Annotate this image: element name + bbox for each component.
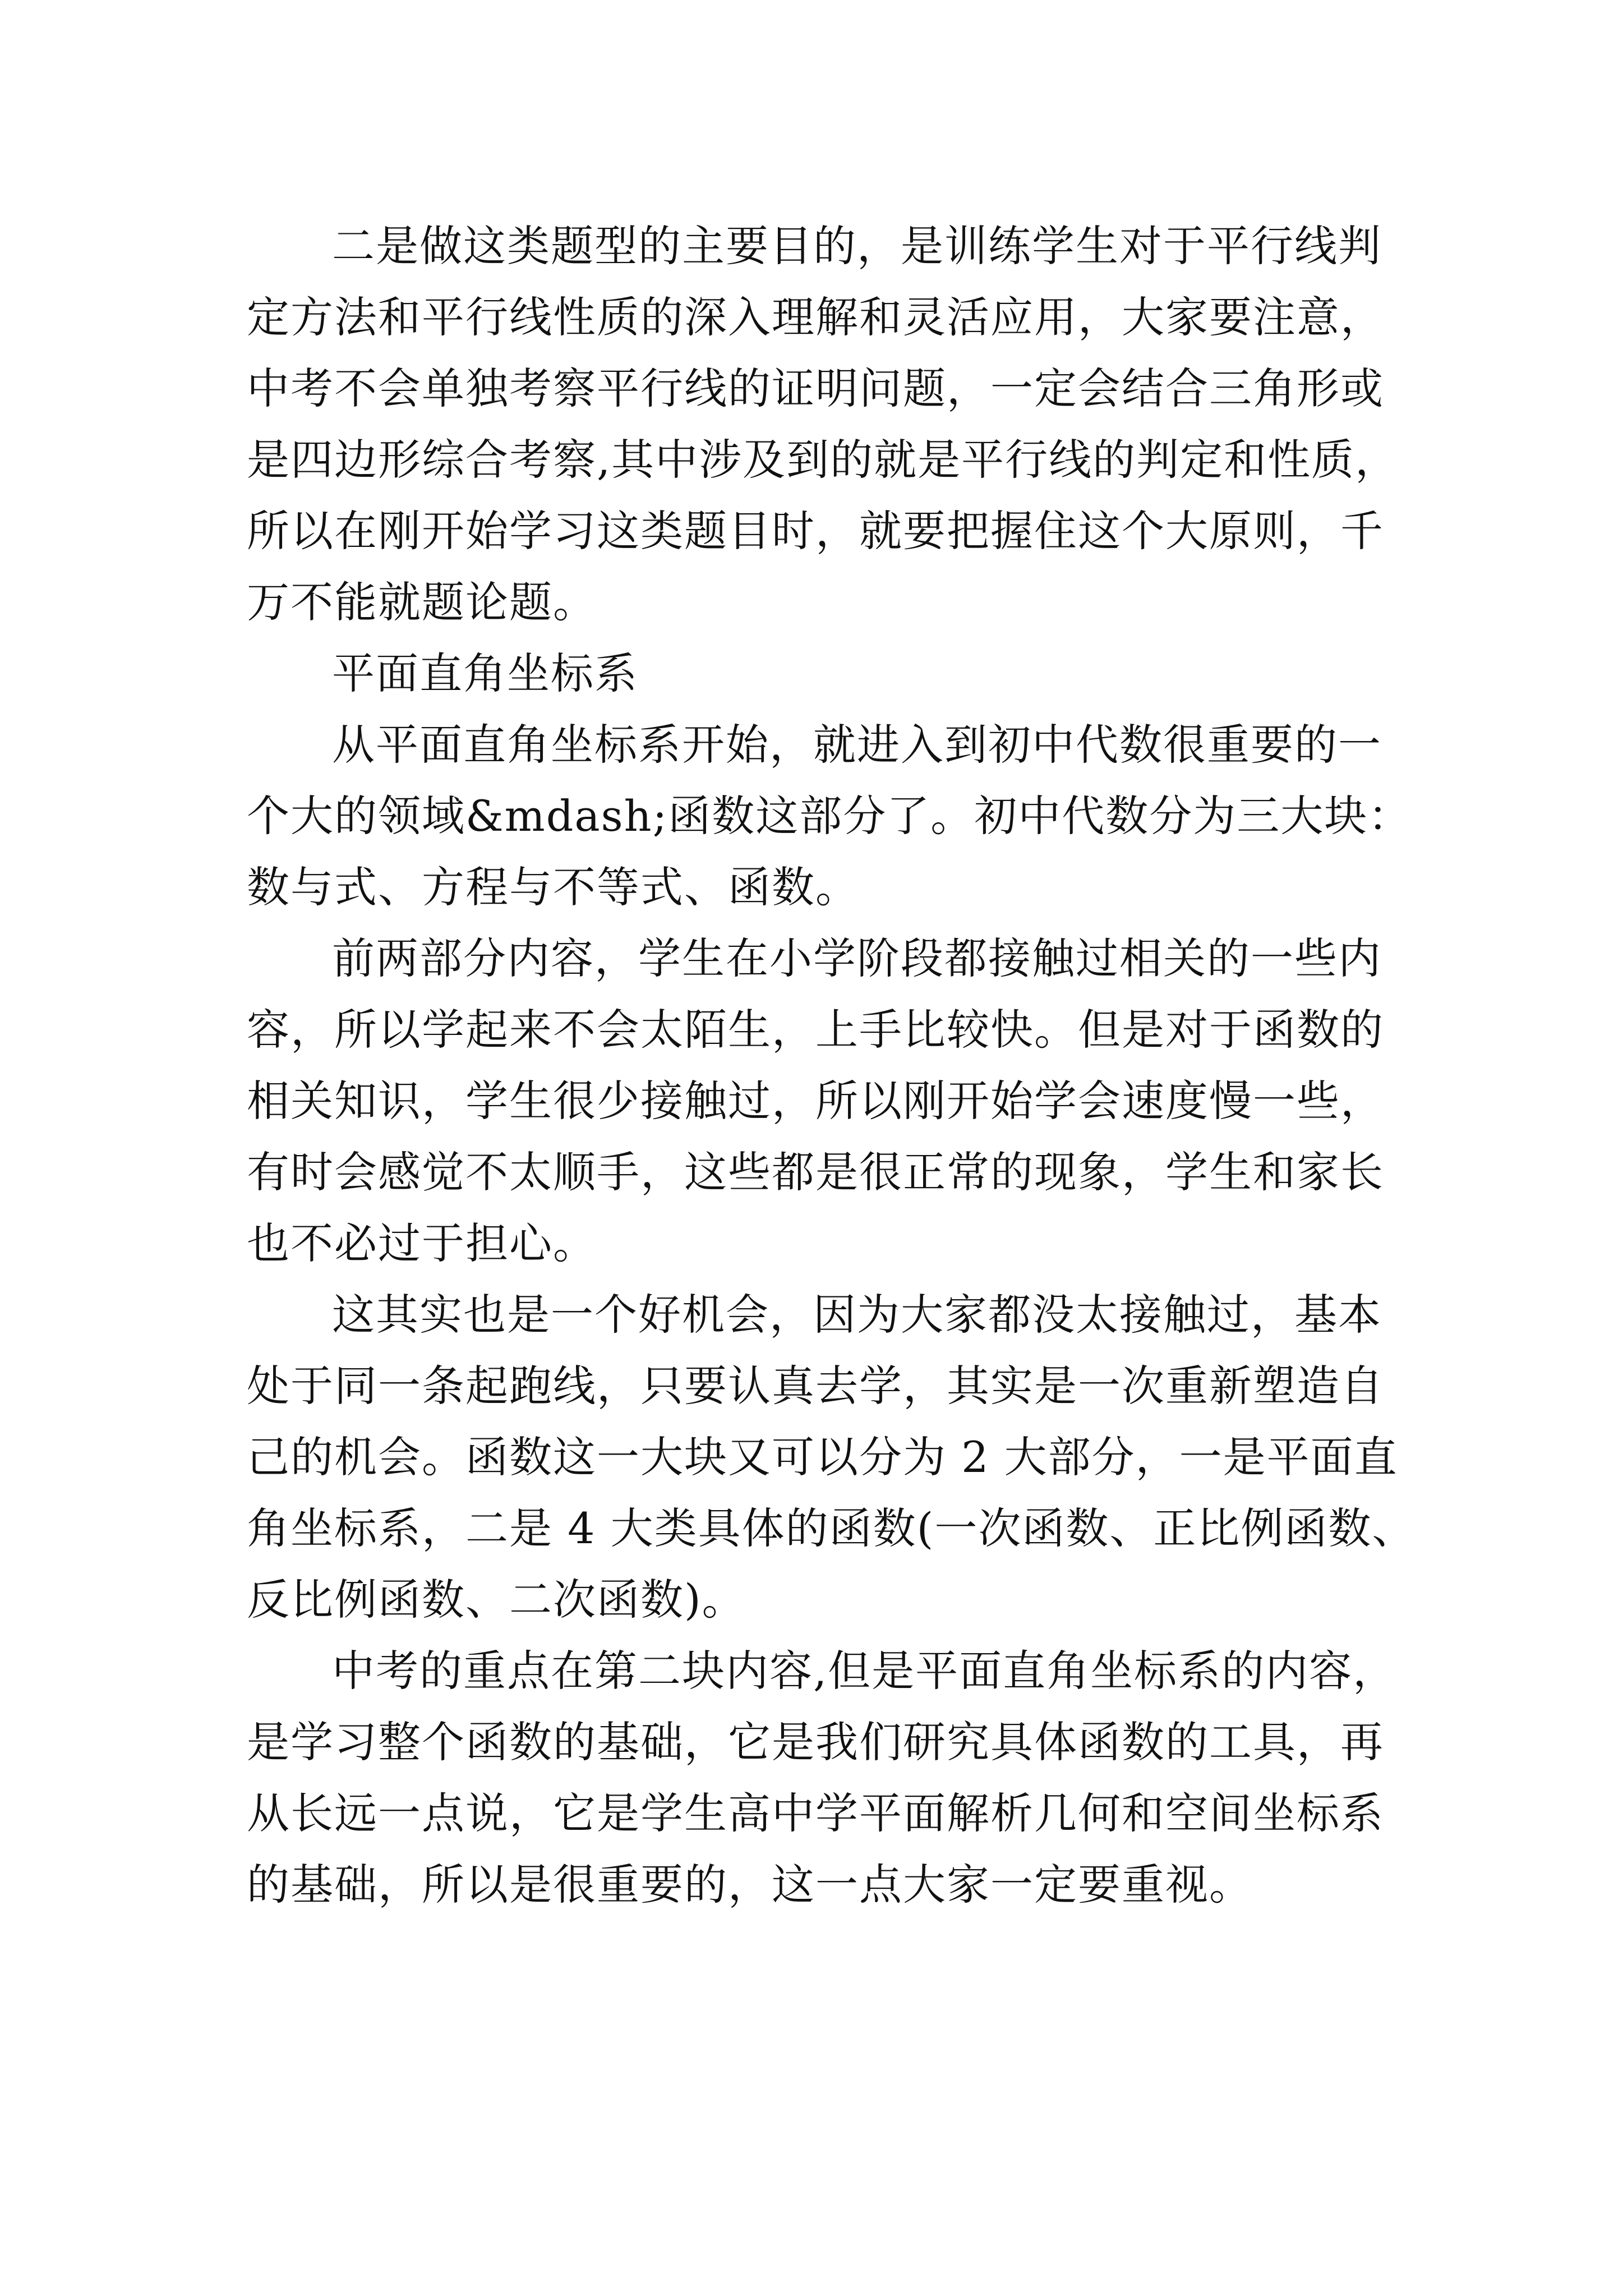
text-line: 中考的重点在第二块内容,但是平面直角坐标系的内容，	[332, 1646, 1397, 1696]
text-line: 角坐标系，二是 4 大类具体的函数(一次函数、正比例函数、	[247, 1503, 1416, 1553]
text-line: 数与式、方程与不等式、函数。	[247, 862, 859, 912]
text-line: 己的机会。函数这一大块又可以分为 2 大部分，一是平面直	[247, 1432, 1398, 1482]
text-line: 处于同一条起跑线，只要认真去学，其实是一次重新塑造自	[247, 1361, 1384, 1411]
text-line: 定方法和平行线性质的深入理解和灵活应用，大家要注意，	[247, 292, 1384, 342]
text-line: 从长远一点说，它是学生高中学平面解析几何和空间坐标系	[247, 1788, 1384, 1838]
text-line: 反比例函数、二次函数)。	[247, 1575, 746, 1625]
text-line: 从平面直角坐标系开始，就进入到初中代数很重要的一	[332, 720, 1382, 770]
text-line: 是四边形综合考察,其中涉及到的就是平行线的判定和性质，	[247, 435, 1399, 485]
text-line: 前两部分内容，学生在小学阶段都接触过相关的一些内	[332, 933, 1382, 983]
text-line: 有时会感觉不太顺手，这些都是很正常的现象，学生和家长	[247, 1147, 1384, 1197]
text-line: 的基础，所以是很重要的，这一点大家一定要重视。	[247, 1860, 1253, 1910]
text-line: 万不能就题论题。	[247, 577, 597, 627]
text-line: 容，所以学起来不会太陌生，上手比较快。但是对于函数的	[247, 1005, 1384, 1055]
text-line: 相关知识，学生很少接触过，所以刚开始学会速度慢一些，	[247, 1076, 1384, 1126]
text-line: 所以在刚开始学习这类题目时，就要把握住这个大原则，千	[247, 506, 1384, 556]
text-line: 个大的领域&mdash;函数这部分了。初中代数分为三大块：	[247, 791, 1412, 841]
text-line: 中考不会单独考察平行线的证明问题，一定会结合三角形或	[247, 364, 1384, 413]
document-body	[247, 210, 1416, 1920]
section-heading: 平面直角坐标系	[332, 648, 638, 698]
text-line: 二是做这类题型的主要目的，是训练学生对于平行线判	[332, 221, 1382, 271]
text-line: 这其实也是一个好机会，因为大家都没太接触过，基本	[332, 1290, 1382, 1340]
text-line: 也不必过于担心。	[247, 1218, 597, 1268]
text-line: 是学习整个函数的基础，它是我们研究具体函数的工具，再	[247, 1717, 1384, 1767]
